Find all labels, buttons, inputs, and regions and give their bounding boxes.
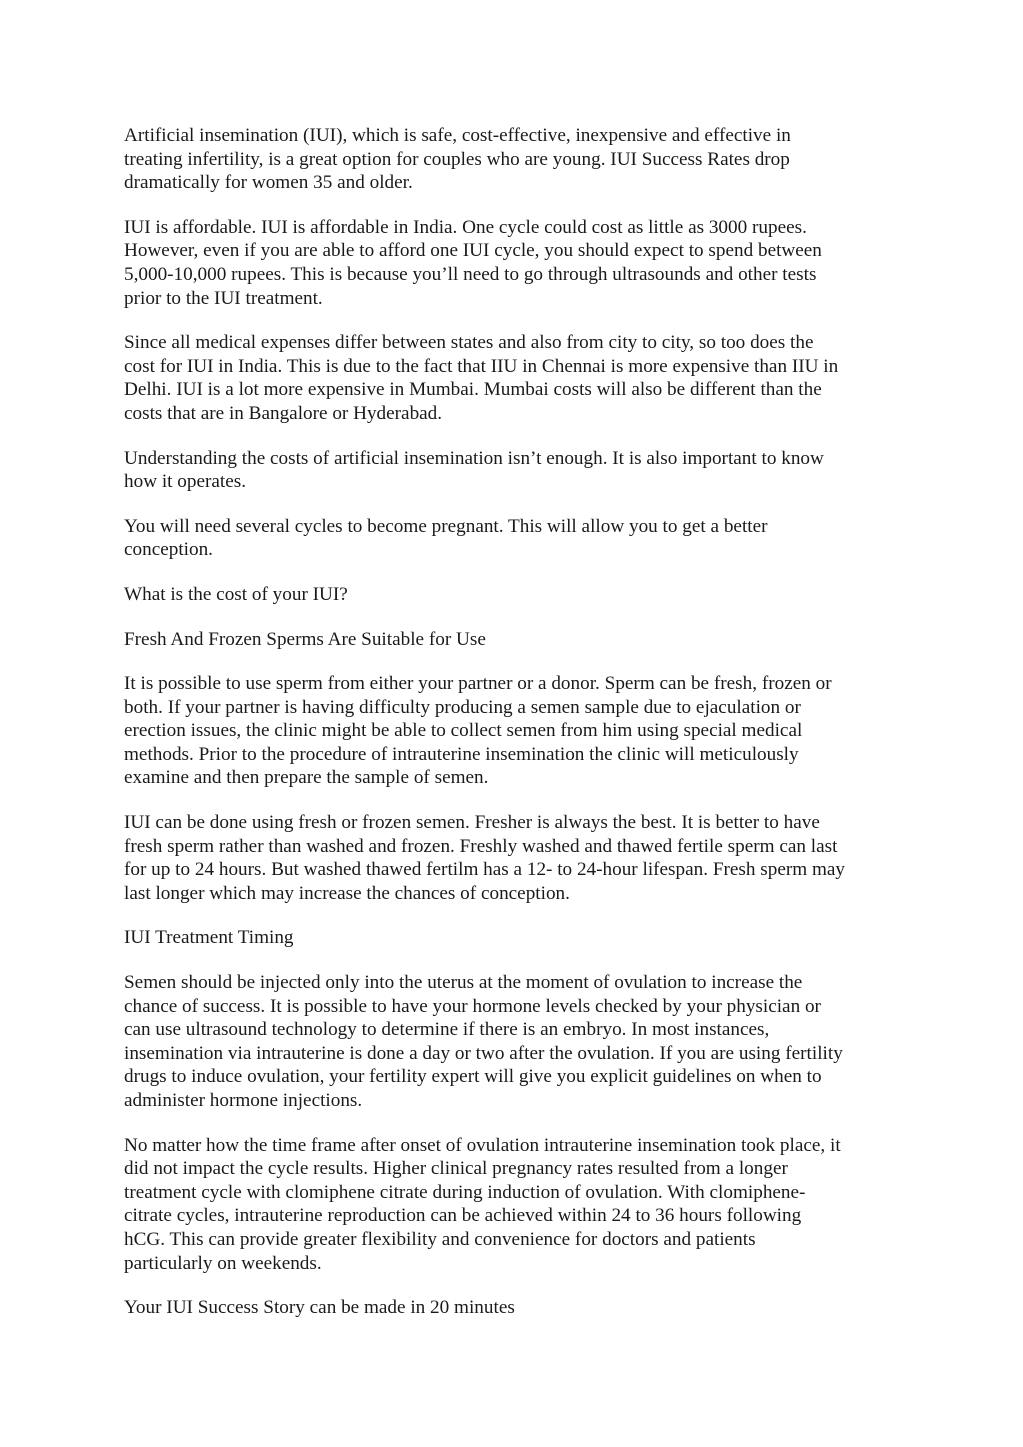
text-line: how it operates.	[124, 471, 247, 493]
paragraph	[124, 331, 906, 425]
text-line: chance of success. It is possible to have your hormone levels checked by your physician or	[124, 995, 821, 1017]
text-line: prior to the IUI treatment.	[124, 287, 323, 309]
text-line: last longer which may increase the chances of conception.	[124, 882, 570, 904]
text-line: Artificial insemination (IUI), which is safe, cost-effective, inexpensive and effective in	[124, 125, 791, 146]
paragraph	[124, 1134, 906, 1276]
text-line: No matter how the time frame after onset of ovulation intrauterine insemination took place, it	[124, 1134, 841, 1156]
text-line: can use ultrasound technology to determine if there is an embryo. In most instances,	[124, 1019, 770, 1041]
text-line: IUI is affordable. IUI is affordable in India. One cycle could cost as little as 3000 rupees.	[124, 216, 807, 238]
text-line: administer hormone injections.	[124, 1090, 363, 1111]
text-line: drugs to induce ovulation, your fertility expert will give you explicit guidelines on when to	[124, 1066, 822, 1088]
paragraph	[124, 971, 906, 1113]
text-line: Delhi. IUI is a lot more expensive in Mumbai. Mumbai costs will also be different than the	[124, 379, 822, 401]
paragraph	[124, 124, 906, 195]
paragraph	[124, 1296, 906, 1320]
text-line: insemination via intrauterine is done a day or two after the ovulation. If you are using fertility	[124, 1042, 843, 1064]
text-line: for up to 24 hours. But washed thawed fertilm has a 12- to 24-hour lifespan. Fresh sperm may	[124, 859, 845, 881]
text-line: Understanding the costs of artificial insemination isn’t enough. It is also important to know	[124, 447, 824, 469]
text-line: costs that are in Bangalore or Hyderabad.	[124, 402, 443, 424]
text-line: Your IUI Success Story can be made in 20 minutes	[124, 1297, 515, 1319]
paragraph	[124, 628, 906, 652]
text-line: Semen should be injected only into the uterus at the moment of ovulation to increase the	[124, 972, 803, 994]
text-line: 5,000-10,000 rupees. This is because you’ll need to go through ultrasounds and other tests	[124, 263, 817, 285]
text-line: It is possible to use sperm from either your partner or a donor. Sperm can be fresh, frozen or	[124, 673, 832, 695]
paragraph	[124, 583, 906, 607]
text-line: dramatically for women 35 and older.	[124, 172, 413, 194]
text-line: cost for IUI in India. This is due to the fact that IIU in Chennai is more expensive than IIU in	[124, 355, 839, 377]
text-line: What is the cost of your IUI?	[124, 583, 348, 605]
paragraph	[124, 447, 906, 494]
text-line: fresh sperm rather than washed and frozen. Freshly washed and thawed fertile sperm can last	[124, 835, 838, 857]
text-line: methods. Prior to the procedure of intrauterine insemination the clinic will meticulously	[124, 743, 799, 765]
text-line: both. If your partner is having difficulty producing a semen sample due to ejaculation or	[124, 696, 801, 718]
paragraph	[124, 926, 906, 950]
text-line: particularly on weekends.	[124, 1252, 322, 1274]
text-line: IUI Treatment Timing	[124, 927, 294, 949]
text-line: did not impact the cycle results. Higher clinical pregnancy rates resulted from a longer	[124, 1158, 788, 1180]
text-line: citrate cycles, intrauterine reproduction can be achieved within 24 to 36 hours following	[124, 1205, 802, 1227]
paragraph	[124, 216, 906, 310]
paragraph	[124, 811, 906, 905]
paragraph	[124, 515, 906, 562]
text-line: hCG. This can provide greater flexibility and convenience for doctors and patients	[124, 1228, 756, 1250]
document-page	[124, 124, 906, 1341]
text-line: You will need several cycles to become pregnant. This will allow you to get a better	[124, 515, 768, 537]
text-line: conception.	[124, 539, 213, 561]
text-line: Since all medical expenses differ between states and also from city to city, so too does the	[124, 332, 814, 354]
text-line: erection issues, the clinic might be able to collect semen from him using special medical	[124, 720, 803, 742]
text-line: Fresh And Frozen Sperms Are Suitable for Use	[124, 628, 486, 650]
text-line: However, even if you are able to afford one IUI cycle, you should expect to spend between	[124, 240, 822, 262]
text-line: treating infertility, is a great option for couples who are young. IUI Success Rates drop	[124, 148, 790, 170]
text-line: examine and then prepare the sample of semen.	[124, 767, 489, 789]
text-line: treatment cycle with clomiphene citrate during induction of ovulation. With clomiphene-	[124, 1181, 806, 1203]
paragraph	[124, 672, 906, 790]
text-line: IUI can be done using fresh or frozen semen. Fresher is always the best. It is better to have	[124, 812, 820, 834]
